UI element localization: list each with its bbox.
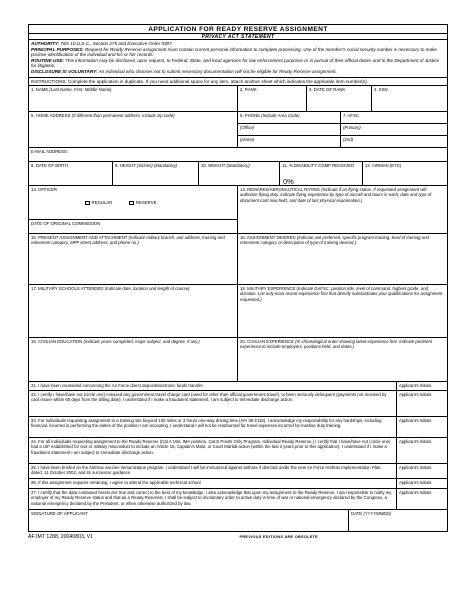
- reserve-label: RESERVE: [135, 200, 157, 206]
- ssn-field[interactable]: [372, 86, 447, 111]
- date-of-birth-label: 8. DATE OF BIRTH: [31, 163, 69, 169]
- form-id: AF IMT 1288, 20040803, V1: [28, 534, 94, 541]
- statement-text: 27. I certify that the data contained herein are true and correct to the best of my knowledge. I also acknowledge that upon my assignment to the Ready Reserve, I am responsible to notify my employer of my Ready Reserve status and that as a Ready Reservist, I shall be subject to involuntary order to active duty in time of war or national emergency declared by the Congress, a national emergency declared by the President, or when otherwise authorized by law.: [29, 489, 397, 509]
- routine-use-label: ROUTINE USE:: [31, 57, 64, 63]
- initials-box[interactable]: Applicant's Initials: [399, 490, 432, 496]
- rank-label: 2. RANK: [240, 87, 257, 93]
- civilian-experience-label: 20. CIVILIAN EXPERIENCE: [240, 339, 294, 345]
- statement-23: [29, 417, 447, 438]
- phone-home[interactable]: (Home): [240, 137, 255, 143]
- assignment-desired-hint: (Indicate unit preferred, specific program training, level of training and retirement category or description of type of training desired.): [240, 235, 429, 246]
- afsc-label: 7. AFSC: [341, 112, 447, 124]
- disability-label: 11. % DISABILITY COMP RECEIVED: [282, 163, 355, 169]
- assignment-desired-label: 16. ASSIGNMENT DESIRED: [240, 235, 296, 241]
- disclosure-text: An individual who chooses not to submit necessary documentation will not be eligible for Ready Reserve assignment.: [98, 68, 337, 74]
- military-schools-field[interactable]: [29, 285, 238, 337]
- civilian-experience-field[interactable]: [238, 338, 447, 381]
- civilian-education-hint: (Indicate years completed, major subject, and degree, if any.): [83, 339, 200, 345]
- home-address-label: 5. HOME ADDRESS: [31, 113, 71, 119]
- name-hint: (Last Name, First, Middle Name): [49, 87, 112, 93]
- military-experience-hint: (Indicate DAFSC, position title, level of command, highest grade, and duration. List only most recent experience first that directly substantiates your qualifications for assignment requested.): [240, 286, 443, 302]
- form-footer: [28, 534, 448, 540]
- disclosure-label: DISCLOSURE IS VOLUNTARY:: [31, 68, 98, 74]
- date-of-rank-label: 3. DATE OF RANK: [309, 87, 346, 93]
- purpose-label: PRINCIPAL PURPOSES:: [31, 46, 84, 52]
- civilian-education-field[interactable]: [29, 338, 238, 381]
- remarks-label: 14. REMARKS/AERONAUTICAL RATING: [240, 187, 320, 193]
- commission-date-field[interactable]: [29, 220, 237, 227]
- signature-field[interactable]: [29, 510, 349, 531]
- ssn-label: 4. SSN: [374, 87, 388, 93]
- purpose-text: Request for Ready Reserve assignment must contain current personal information to complete processing. Use of the member's social security number is necessary to make positive identification of the individual and his or her records.: [31, 46, 437, 58]
- initials-box[interactable]: Applicant's Initials: [399, 465, 432, 471]
- officer-field: [29, 186, 238, 233]
- phone-hint: (Include Area Code): [261, 113, 300, 119]
- email-label: E-MAIL ADDRESS:: [31, 149, 69, 155]
- statement-text: 22. I certify I have/have not (circle one) misused any government travel charge card (used for other than official government travel), or been seriously delinquent (payments not received by card issuer within 60 days from the billing date). I understand if I make a fraudulent statement, I am subject to immediate discharge action.: [29, 391, 397, 416]
- civilian-experience-hint: (In chronological order showing latest experience first. Indicate pertinent experience to include employers, positions held, and dates.): [240, 339, 433, 350]
- statement-24: [29, 438, 447, 464]
- email-field[interactable]: [29, 148, 447, 161]
- military-experience-label: 18. MILITARY EXPERIENCE: [240, 286, 296, 292]
- initials-box[interactable]: Applicant's Initials: [399, 439, 432, 445]
- reserve-checkbox[interactable]: [129, 201, 134, 206]
- commission-date-label: DATE OF ORIGINAL COMMISSION: [31, 221, 101, 227]
- statement-text: 23. For individuals requesting assignment to a training site beyond 100 miles or 3 hours one-way driving time (AFI 36-2115). I acknowledge my responsibility for any hardships, including financial, incurred in performing the duties of the position I am accepting. I understand I will not be reimbursed for travel expenses incurred for inactive duty training.: [29, 417, 397, 437]
- form-page: [28, 24, 448, 540]
- name-field[interactable]: [29, 86, 238, 111]
- statement-21: [29, 382, 447, 391]
- signature-date-label: DATE: [351, 511, 363, 517]
- statement-22: [29, 391, 447, 417]
- weight-hint: (Mandatory): [226, 163, 250, 169]
- signature-label: SIGNATURE OF APPLICANT: [31, 511, 88, 517]
- regular-checkbox[interactable]: [85, 201, 90, 206]
- civilian-education-label: 19. CIVILIAN EDUCATION: [31, 339, 83, 345]
- weight-field[interactable]: [199, 162, 280, 185]
- regular-label: REGULAR: [91, 200, 113, 206]
- statement-text: 21. I have been counseled concerning the Air Force direct deposit/electronic funds transfer.: [29, 382, 397, 390]
- military-schools-hint: (Indicate date, location and length of course): [104, 286, 190, 292]
- form-title: APPLICATION FOR READY RESERVE ASSIGNMENT: [28, 24, 448, 33]
- statement-26: [29, 479, 447, 489]
- afsc-field[interactable]: [341, 112, 447, 147]
- height-label: 9. HEIGHT: [115, 163, 136, 169]
- officer-label: 13. OFFICER: [31, 187, 58, 193]
- statement-text: 25. I have been briefed on the Anthrax vaccine immunization program. I understand I will be immunized against anthrax if directed under the new Air Force Anthrax Implementation Plan, dated, 11 October 2002, and its successor guidance.: [29, 464, 397, 478]
- airman-ets-field[interactable]: [363, 162, 447, 185]
- height-hint: (Inches) (Mandatory): [137, 163, 178, 169]
- present-assignment-hint: (Indicate military branch, unit address, training and retirement category, MPF street address, and phone no.): [31, 235, 225, 246]
- height-field[interactable]: [113, 162, 199, 185]
- afsc-primary[interactable]: (Primary): [341, 124, 447, 136]
- home-address-hint: (If different than permanent address, include zip code): [71, 113, 175, 119]
- phone-office[interactable]: (Office): [238, 124, 340, 136]
- phone-label: 6. PHONE: [240, 113, 261, 119]
- privacy-act-statement: [28, 40, 448, 77]
- rank-field[interactable]: [238, 86, 307, 111]
- disability-field[interactable]: [280, 162, 363, 185]
- phone-field[interactable]: [238, 112, 341, 147]
- remarks-field[interactable]: [238, 186, 447, 233]
- airman-ets-label: 12. AIRMAN (ETS): [365, 163, 402, 169]
- home-address-field[interactable]: [29, 112, 238, 147]
- military-schools-label: 17. MILITARY SCHOOLS ATTENDED: [31, 286, 104, 292]
- initials-box[interactable]: Applicant's Initials: [399, 418, 432, 424]
- statement-27: [29, 489, 447, 510]
- date-of-rank-field[interactable]: [307, 86, 372, 111]
- present-assignment-label: 15. PRESENT ASSIGNMENT AND ATTACHMENT: [31, 235, 128, 241]
- statement-text: 26. If this assignment requires retraining, I agree to attend the applicable technical school.: [29, 479, 397, 488]
- initials-box[interactable]: Applicant's Initials: [399, 392, 432, 398]
- obsolete-note: PREVIOUS EDITIONS ARE OBSOLETE: [239, 535, 318, 540]
- date-of-birth-field[interactable]: [29, 162, 113, 185]
- afsc-2nd[interactable]: (2nd): [343, 137, 354, 143]
- form-grid: [28, 86, 448, 532]
- authority-text: Title 10 U.S.C., Section 275 and Executive Order 9397.: [60, 41, 173, 46]
- routine-use-text: This information may be disclosed, upon request, to Federal, State, and local agencies for law enforcement purposes or in pursuit of their official duties and to the Department of Justice for litigation.: [31, 57, 440, 69]
- military-experience-field[interactable]: [238, 285, 447, 337]
- statement-text: 24. For all individuals requesting assignment to the Ready Reserve (Cat A Unit, IMA position, Cat E Points Only Program, Individual Ready Reserve.) I certify that I have/have not (circle one) had a UIF established for civil or military misconduct to include an Article 15, Captain's Mast, or Court Martial action (within the last 2 years prior to this application). I understand if I make a fraudulent statement I am subject to immediate discharge action.: [29, 438, 397, 463]
- signature-date-field[interactable]: [349, 510, 447, 531]
- instructions: INSTRUCTIONS: Complete the application in duplicate. If you need additional space for any item, attach another sheet which indicates the applicable item number(s).: [28, 77, 448, 87]
- name-label: 1. NAME: [31, 87, 49, 93]
- authority-label: AUTHORITY:: [31, 41, 60, 46]
- signature-date-hint: (YYYYMMDD): [363, 511, 392, 517]
- remarks-hint: (Indicate if on flying status. If requested assignment will authorize flying duty, indicate flying experience by type of aircraft and hours in each, date and type of document card now held, and date of last physical examination.): [240, 187, 432, 203]
- statement-25: [29, 464, 447, 479]
- privacy-act-heading: PRIVACY ACT STATEMENT: [28, 33, 448, 40]
- weight-label: 10. WEIGHT: [201, 163, 226, 169]
- initials-box[interactable]: Applicant's Initials: [399, 383, 432, 389]
- assignment-desired-field[interactable]: [238, 234, 447, 284]
- present-assignment-field[interactable]: [29, 234, 238, 284]
- disability-value[interactable]: 0%: [283, 176, 294, 186]
- initials-box[interactable]: Applicant's Initials: [399, 480, 432, 486]
